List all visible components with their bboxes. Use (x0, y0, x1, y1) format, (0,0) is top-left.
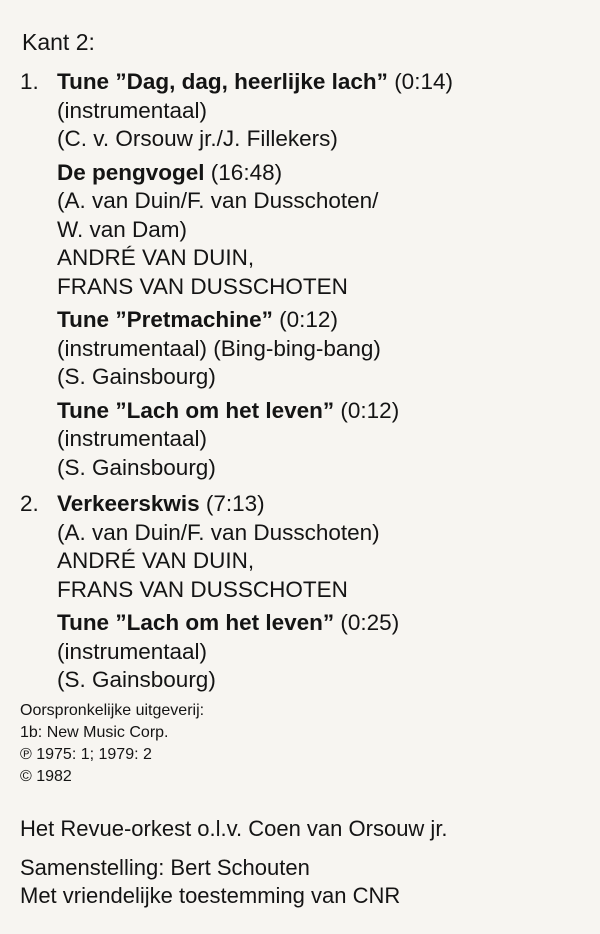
compilation-credits (20, 854, 400, 910)
rights-block (20, 700, 204, 788)
entry-detail: (S. Gainsbourg) (57, 364, 216, 389)
entry-detail: (instrumentaal) (57, 638, 208, 664)
track-entry (57, 397, 590, 483)
phonogram-notice: ℗ 1975: 1; 1979: 2 (20, 746, 152, 763)
entry-detail: (C. v. Orsouw jr./J. Fillekers) (57, 126, 338, 151)
entry-detail: (S. Gainsbourg) (57, 454, 216, 480)
entry-detail: FRANS VAN DUSSCHOTEN (57, 273, 348, 299)
publisher-label: Oorspronkelijke uitgeverij: (20, 702, 205, 719)
entry-duration: (0:12) (279, 307, 338, 332)
entry-detail: (A. van Duin/F. van Dusschoten/ (57, 188, 379, 213)
track-item (20, 68, 590, 482)
side-heading: Kant 2: (22, 29, 95, 55)
entry-title: De pengvogel (57, 159, 205, 185)
track-number: 1. (20, 69, 39, 94)
entry-duration: (0:12) (340, 397, 400, 423)
track-item (20, 490, 590, 695)
entry-title: Verkeerskwis (57, 491, 200, 516)
copyright-notice: © 1982 (20, 768, 72, 785)
entry-detail: (instrumentaal) (57, 426, 208, 451)
entry-duration: (0:25) (340, 610, 400, 635)
entry-duration: (7:13) (205, 491, 265, 516)
entry-title: Tune ”Lach om het leven” (57, 397, 335, 423)
entry-detail: (S. Gainsbourg) (57, 667, 216, 692)
track-entry (57, 306, 590, 392)
entry-detail: (instrumentaal) (Bing-bing-bang) (57, 335, 381, 361)
entry-detail: (A. van Duin/F. van Dusschoten) (57, 519, 380, 545)
track-entry (57, 68, 590, 154)
entry-title: Tune ”Pretmachine” (57, 307, 273, 332)
entry-detail: (instrumentaal) (57, 97, 208, 123)
compilation-credit: Samenstelling: Bert Schouten (20, 855, 310, 880)
track-number: 2. (20, 491, 39, 516)
permission-credit: Met vriendelijke toestemming van CNR (20, 883, 401, 908)
track-body (57, 490, 590, 695)
orchestra-credit: Het Revue-orkest o.l.v. Coen van Orsouw jr. (20, 816, 448, 841)
entry-detail: ANDRÉ VAN DUIN, (57, 548, 255, 573)
entry-duration: (16:48) (210, 159, 283, 185)
publisher-name: 1b: New Music Corp. (20, 724, 169, 741)
track-entry (57, 490, 590, 604)
track-list (20, 68, 590, 703)
entry-detail: W. van Dam) (57, 216, 188, 242)
entry-duration: (0:14) (394, 69, 453, 94)
entry-detail: ANDRÉ VAN DUIN, (57, 245, 255, 270)
entry-title: Tune ”Dag, dag, heerlijke lach” (57, 69, 388, 94)
track-entry (57, 609, 590, 695)
track-body (57, 68, 590, 482)
track-entry (57, 159, 590, 302)
entry-title: Tune ”Lach om het leven” (57, 610, 335, 635)
entry-detail: FRANS VAN DUSSCHOTEN (57, 576, 348, 602)
